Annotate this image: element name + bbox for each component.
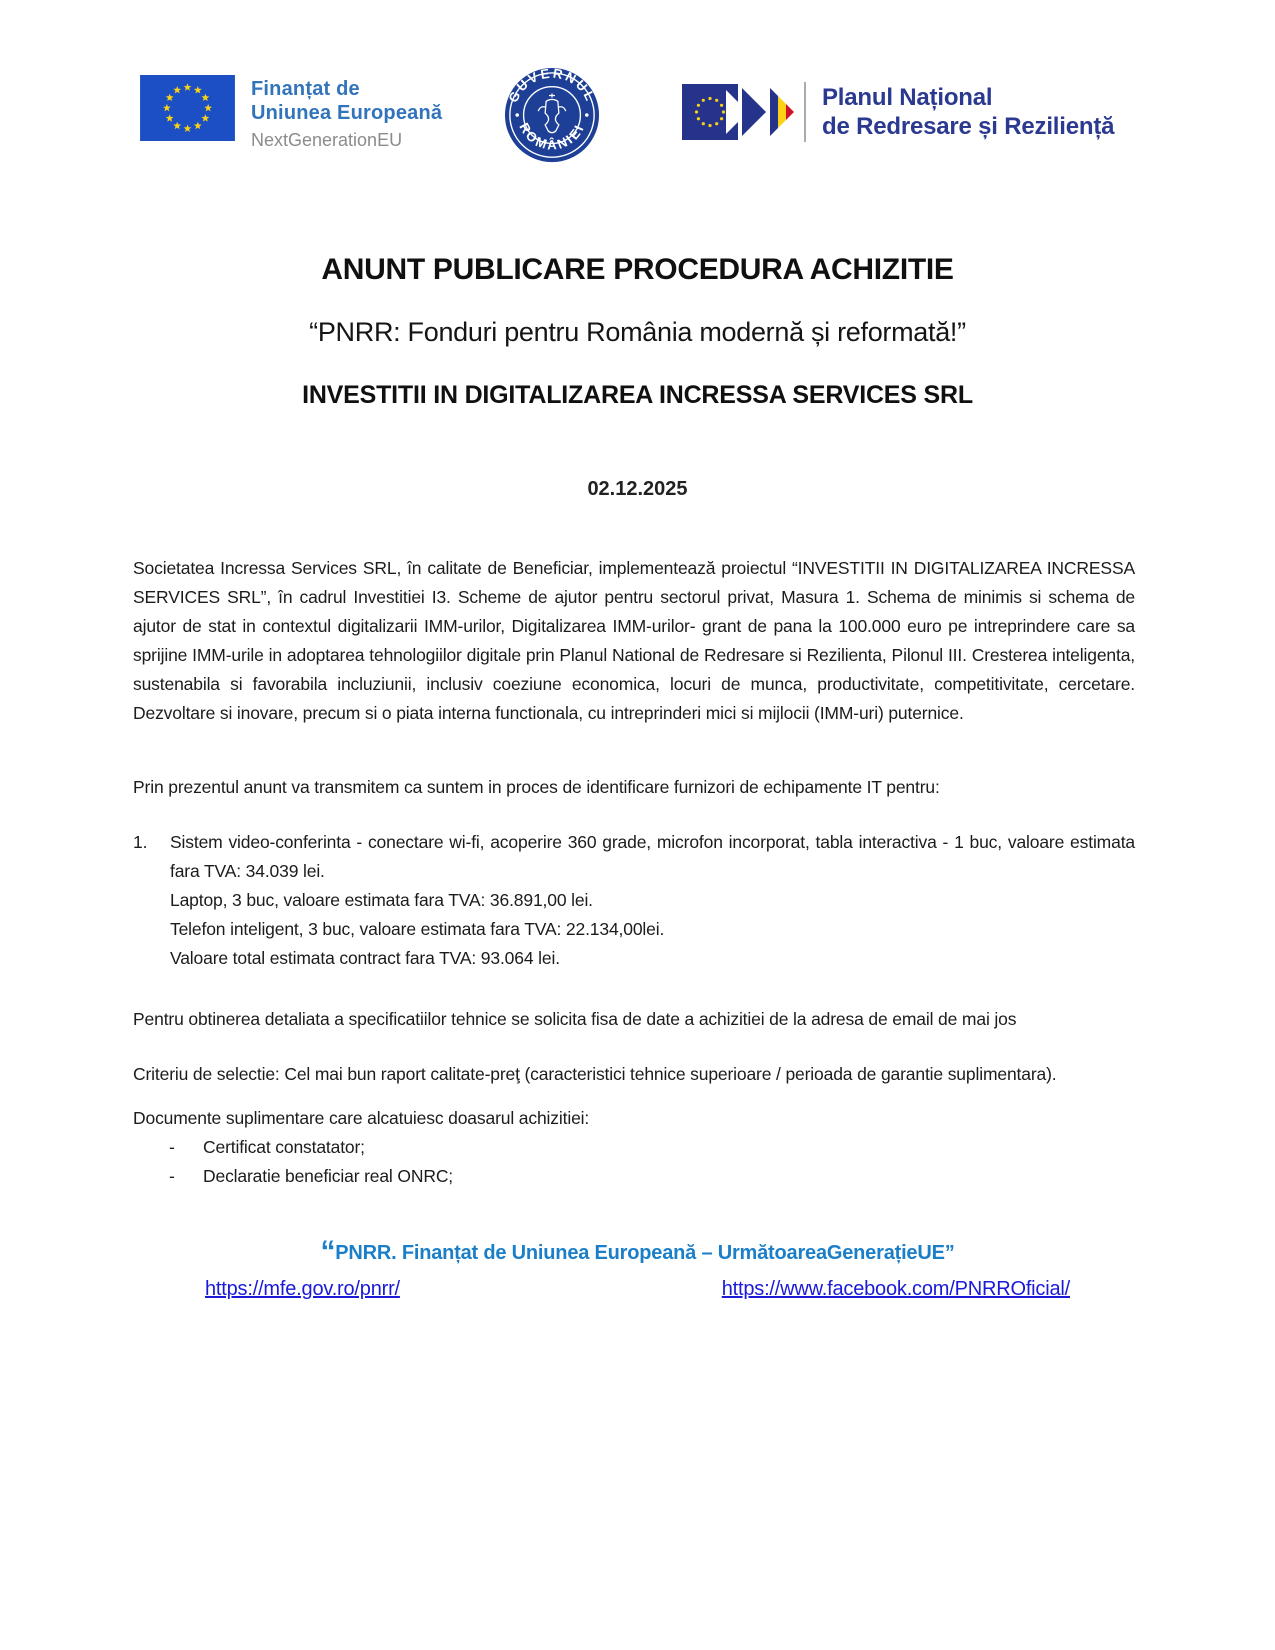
eu-flag-icon: [140, 75, 235, 141]
item-smartphone: Telefon inteligent, 3 buc, valoare estimata fara TVA: 22.134,00lei.: [170, 919, 665, 939]
footer-quote-mark: “: [320, 1235, 336, 1268]
pnrr-logo-text: [822, 83, 1114, 141]
footer-links: [0, 1278, 1275, 1301]
header-logos: [0, 0, 1275, 185]
footer-slogan-text: PNRR. Finanțat de Uniunea Europeană – UrmătoareaGenerațieUE”: [335, 1242, 955, 1264]
pnrr-logo-line2: de Redresare și Reziliență: [822, 113, 1115, 140]
project-title: INVESTITII IN DIGITALIZAREA INCRESSA SERVICES SRL: [302, 381, 973, 409]
romanian-government-seal: [503, 64, 601, 177]
list-number: 1.: [133, 832, 148, 852]
svg-text:ROMÂNIEI: ROMÂNIEI: [516, 120, 588, 153]
footer-slogan: [0, 1235, 1275, 1269]
bullet-dash: -: [169, 1137, 175, 1157]
bullet-dash: -: [169, 1166, 175, 1186]
doc-declaratie: Declaratie beneficiar real ONRC;: [203, 1166, 454, 1186]
pnrr-logo-icon: [682, 80, 810, 144]
doc-certificat: Certificat constatator;: [203, 1137, 365, 1157]
pnrr-logo: [682, 80, 1114, 144]
list-item: [133, 1162, 1135, 1191]
announcement-paragraph: Prin prezentul anunt va transmitem ca suntem in proces de identificare furnizori de echipamente IT pentru:: [133, 777, 940, 797]
selection-criteria-paragraph: Criteriu de selectie: Cel mai bun raport calitate-preţ (caracteristici tehnice superioare / perioada de garantie suplimentara).: [133, 1064, 1057, 1084]
publication-date: 02.12.2025: [587, 478, 688, 500]
pnrr-motto: “PNRR: Fonduri pentru România modernă și reformată!”: [309, 317, 966, 347]
item-videoconference: Sistem video-conferinta - conectare wi-fi, acoperire 360 grade, microfon incorporat, tabla interactiva - 1 buc, valoare estimata fara TVA: 34.039 lei.: [170, 832, 1135, 881]
eu-funding-line2: Uniunea Europeană: [251, 102, 443, 124]
item-laptop: Laptop, 3 buc, valoare estimata fara TVA: 36.891,00 lei.: [170, 890, 593, 910]
eu-funding-line1: Finanțat de: [251, 78, 360, 100]
facebook-pnrr-link[interactable]: https://www.facebook.com/PNRROficial/: [721, 1278, 1070, 1300]
eu-funding-line3: NextGenerationEU: [251, 130, 403, 150]
eu-funding-text: [251, 75, 442, 152]
list-item: [133, 1133, 1135, 1162]
svg-text:GUVERNUL: GUVERNUL: [505, 65, 599, 105]
specs-request-paragraph: Pentru obtinerea detaliata a specificatiilor tehnice se solicita fisa de date a achizitiei de la adresa de email de mai jos: [133, 1009, 1017, 1029]
government-seal-icon: [503, 64, 601, 172]
supplementary-docs-heading: Documente suplimentare care alcatuiesc doasarul achizitiei:: [133, 1108, 590, 1128]
title-block: [0, 253, 1275, 501]
mfe-pnrr-link[interactable]: https://mfe.gov.ro/pnrr/: [205, 1278, 400, 1300]
main-title: ANUNT PUBLICARE PROCEDURA ACHIZITIE: [321, 253, 954, 286]
intro-paragraph: Societatea Incressa Services SRL, în calitate de Beneficiar, implementează proiectul “INVESTITII IN DIGITALIZAREA INCRESSA SERVICES SRL”, în cadrul Investitiei I3. Scheme de ajutor pentru sectorul privat, Masura 1. Schema de minimis si schema de ajutor de stat in contextul digitalizarii IMM-urilor, Digitalizarea IMM-urilor- grant de pana la 100.000 euro pe intreprindere care sa sprijine IMM-urile in adoptarea tehnologiilor digitale prin Planul National de Redresare si Rezilienta, Pilonul III. Cresterea inteligenta, sustenabila si favorabila incluziunii, inclusiv coeziune economica, locuri de munca, productivitate, competitivitate, cercetare. Dezvoltare si inovare, precum si o piata interna functionala, cu intreprinderi mici si mijlocii (IMM-uri) puternice.: [133, 558, 1135, 723]
item-total-value: Valoare total estimata contract fara TVA: 93.064 lei.: [170, 948, 560, 968]
pnrr-logo-line1: Planul Național: [822, 84, 993, 111]
eu-funding-logo: [140, 75, 442, 152]
document-body: [0, 554, 1275, 1191]
equipment-list-item: [133, 828, 1135, 973]
